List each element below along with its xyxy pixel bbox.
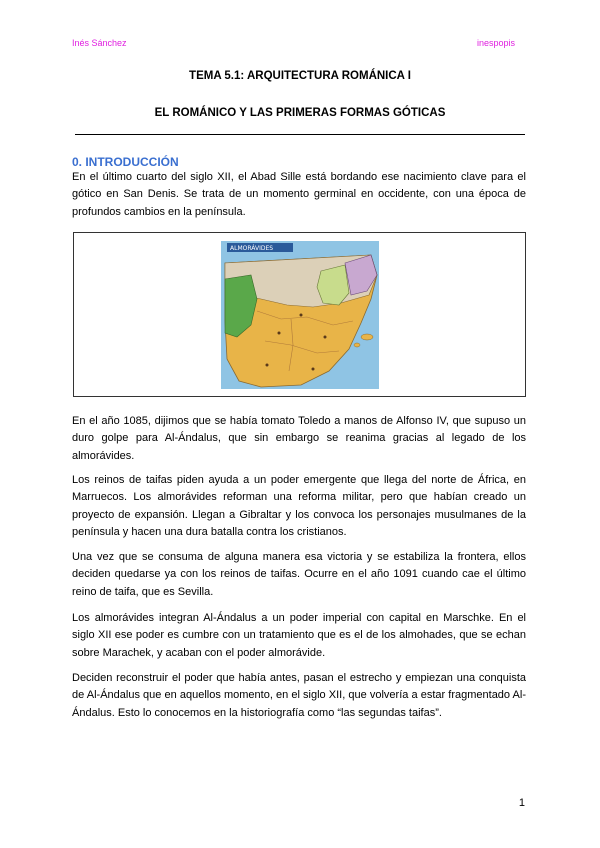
map-title: ALMORÁVIDES: [230, 245, 274, 252]
page-number: 1: [518, 797, 525, 809]
paragraph-almoravides: Los almorávides integran Al-Ándalus a un poder imperial con capital en Marschke. En el siglo XII ese poder es cumbre con un tratamiento que es el de los almohades, que se echan sobre Marachek, y acaban con el poder almorávide.: [72, 612, 526, 659]
header-author: Inés Sánchez: [72, 38, 127, 48]
paragraph-segundas-taifas: Deciden reconstruir el poder que había antes, pasan el estrecho y empiezan una conquista de Al-Ándalus que en aquellos momento, en el siglo XII, que volvería a estar fragmentado Al-Ándalus. Esto lo conocemos en la historiografía como “las segundas taifas”.: [72, 672, 526, 719]
iberian-map-image: [221, 241, 379, 389]
paragraph-intro: En el último cuarto del siglo XII, el Abad Sille está bordando ese nacimiento clave para el gótico en San Denis. Se trata de un momento germinal en occidente, con una época de profundos cambios en la península.: [72, 171, 526, 218]
paragraph-taifas: Los reinos de taifas piden ayuda a un poder emergente que llega del norte de África, en Marruecos. Los almorávides reforman una reforma militar, pero que habían creado un proyecto de expansión. Llegan a Gibraltar y los convoca los personajes musulmanes de la península y hacen una dura batalla contra los cristianos.: [72, 474, 526, 539]
paragraph-toledo: En el año 1085, dijimos que se había tomato Toledo a manos de Alfonso IV, que supuso un duro golpe para Al-Ándalus, que sin embargo se reanima gracias al legado de los almorávides.: [72, 415, 526, 462]
figure-frame: [73, 232, 526, 397]
paragraph-victoria: Una vez que se consuma de alguna manera esa victoria y se estabiliza la frontera, ellos deciden quedarse ya con los reinos de taifas. Ocurre en el año 1091 cuando cae el último reino de taifa, que es Sevilla.: [72, 551, 526, 598]
section-heading: 0. INTRODUCCIÓN: [72, 155, 179, 169]
document-title: TEMA 5.1: ARQUITECTURA ROMÁNICA I: [189, 70, 411, 82]
title-divider: [75, 134, 525, 135]
header-user: inespopis: [476, 38, 515, 48]
document-subtitle: EL ROMÁNICO Y LAS PRIMERAS FORMAS GÓTICAS: [154, 107, 446, 119]
